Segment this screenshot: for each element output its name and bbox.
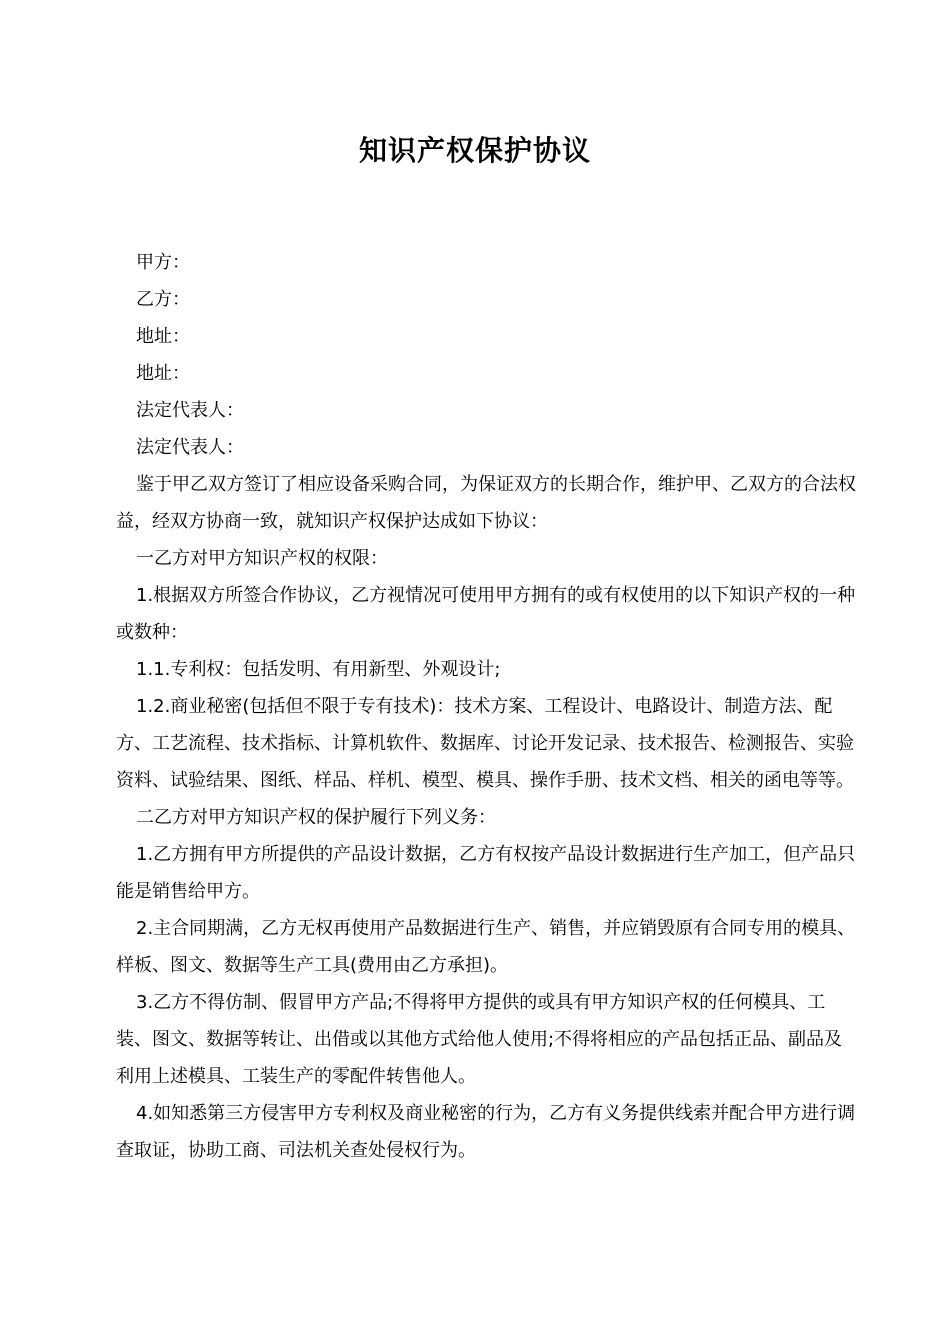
legal-representative-b: 法定代表人： [136,437,244,458]
party-a-line: 甲方： [136,252,190,273]
obligation-4: 4.如知悉第三方侵害甲方专利权及商业秘密的行为，乙方有义务提供线索并配合甲方进行调查取证，协助工商、司法机关查处侵权行为。 [116,1103,856,1161]
obligation-2: 2.主合同期满，乙方无权再使用产品数据进行生产、销售，并应销毁原有合同专用的模具、样板、图文、数据等生产工具(费用由乙方承担)。 [116,918,856,976]
section-one-heading: 一乙方对甲方知识产权的权限： [136,548,388,569]
address-line-b: 地址： [136,363,190,384]
obligation-1: 1.乙方拥有甲方所提供的产品设计数据，乙方有权按产品设计数据进行生产加工，但产品只能是销售给甲方。 [116,844,856,902]
document-title: 知识产权保护协议 [358,134,591,167]
preamble-paragraph: 鉴于甲乙双方签订了相应设备采购合同，为保证双方的长期合作，维护甲、乙双方的合法权益，经双方协商一致，就知识产权保护达成如下协议： [116,474,856,532]
clause-1: 1.根据双方所签合作协议，乙方视情况可使用甲方拥有的或有权使用的以下知识产权的一种或数种： [116,585,856,643]
address-line-a: 地址： [136,326,190,347]
obligation-3: 3.乙方不得仿制、假冒甲方产品;不得将甲方提供的或具有甲方知识产权的任何模具、工装、图文、数据等转让、出借或以其他方式给他人使用;不得将相应的产品包括正品、副品及利用上述模具、工装生产的零配件转售他人。 [116,992,843,1087]
section-two-heading: 二乙方对甲方知识产权的保护履行下列义务： [136,807,496,828]
legal-representative-a: 法定代表人： [136,400,244,421]
party-b-line: 乙方： [136,289,190,310]
clause-1-1: 1.1.专利权：包括发明、有用新型、外观设计; [136,659,501,680]
clause-1-2: 1.2.商业秘密(包括但不限于专有技术)：技术方案、工程设计、电路设计、制造方法、配方、工艺流程、技术指标、计算机软件、数据库、讨论开发记录、技术报告、检测报告、实验资料、试验结果、图纸、样品、样机、模型、模具、操作手册、技术文档、相关的函电等等。 [116,696,854,791]
document-body [116,244,856,1169]
